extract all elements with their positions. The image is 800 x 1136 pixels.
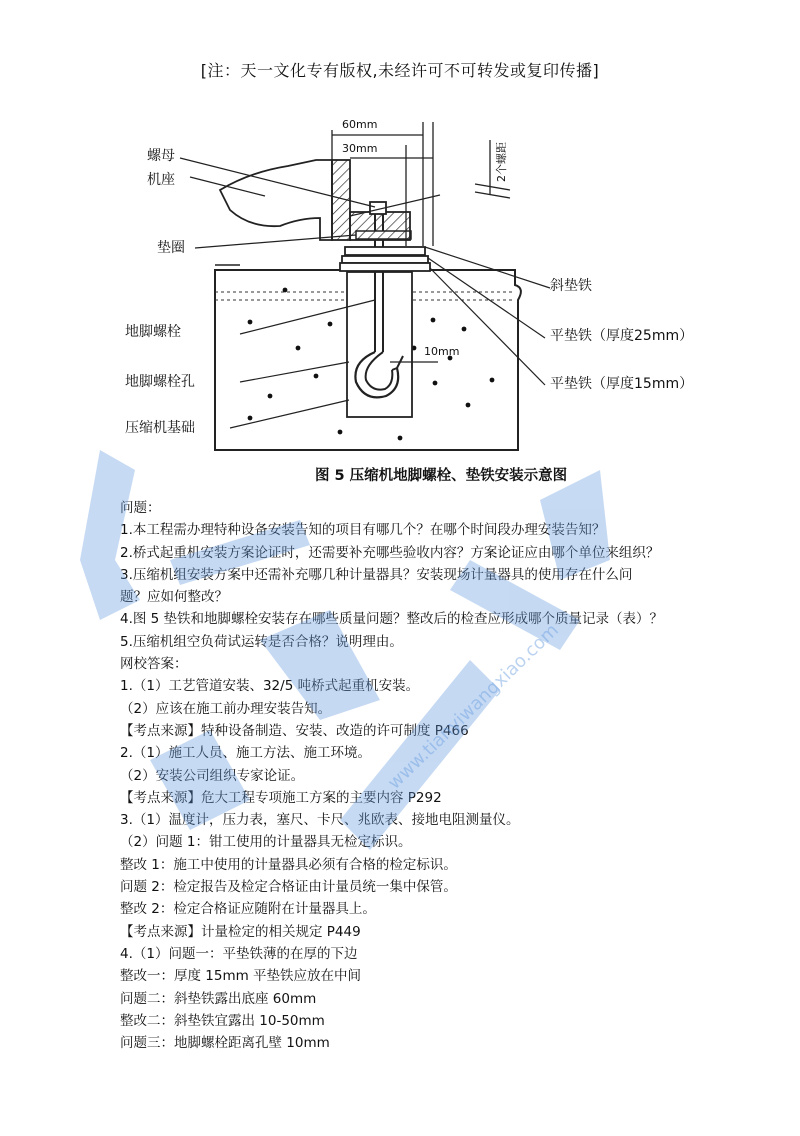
text-line: 问题三：地脚螺栓距离孔壁 10mm (120, 1035, 330, 1052)
text-line: 整改一：厚度 15mm 平垫铁应放在中间 (120, 968, 362, 985)
text-line: 整改二：斜垫铁宜露出 10-50mm (120, 1012, 325, 1029)
machine-base (220, 160, 410, 240)
text-line: 整改 2：检定合格证应随附在计量器具上。 (120, 901, 376, 918)
label-foundation: 压缩机基础 (125, 420, 195, 436)
dim-60mm: 60mm (342, 118, 378, 131)
text-line: （2）安装公司组织专家论证。 (120, 767, 305, 784)
text-line: 1.（1）工艺管道安装、32/5 吨桥式起重机安装。 (120, 678, 420, 695)
text-line: 1.本工程需办理特种设备安装告知的项目有哪几个？在哪个时间段办理安装告知？ (120, 522, 606, 539)
text-line: 【考点来源】特种设备制造、安装、改造的许可制度 P466 (120, 722, 469, 739)
label-base: 机座 (147, 172, 175, 188)
text-line: 问题 2：检定报告及检定合格证由计量员统一集中保管。 (120, 879, 457, 896)
text-line: 3.压缩机组安装方案中还需补充哪几种计量器具？安装现场计量器具的使用存在什么问 (120, 566, 633, 583)
text-line: 4.（1）问题一：平垫铁薄的在厚的下边 (120, 945, 358, 962)
installation-diagram (120, 100, 700, 490)
text-line: 问题二：斜垫铁露出底座 60mm (120, 990, 317, 1007)
label-flat-shim-25: 平垫铁（厚度25mm） (550, 328, 694, 344)
qa-text (120, 497, 710, 1054)
text-line: （2）问题 1：钳工使用的计量器具无检定标识。 (120, 834, 412, 851)
text-line: （2）应该在施工前办理安装告知。 (120, 700, 332, 717)
figure-caption: 图 5 压缩机地脚螺栓、垫铁安装示意图 (315, 468, 568, 484)
label-bolt-hole: 地脚螺栓孔 (125, 374, 195, 390)
bolt-hole (347, 272, 412, 417)
text-line: 【考点来源】危大工程专项施工方案的主要内容 P292 (120, 789, 442, 806)
label-flat-shim-15: 平垫铁（厚度15mm） (550, 376, 694, 392)
dim-30mm: 30mm (342, 142, 378, 155)
text-line: 问题： (120, 500, 161, 516)
label-washer: 垫圈 (157, 240, 185, 256)
text-line: 3.（1）温度计，压力表，塞尺、卡尺、兆欧表、接地电阻测量仪。 (120, 812, 520, 829)
dim-thread-pitch: 2个螺距 (495, 142, 508, 182)
text-line: 4.图 5 垫铁和地脚螺栓安装存在哪些质量问题？整改后的检查应形成哪个质量记录（表）？ (120, 611, 664, 628)
copyright-notice: [注：天一文化专有版权,未经许可不可转发或复印传播] (200, 61, 600, 80)
text-line: 2.（1）施工人员、施工方法、施工环境。 (120, 745, 371, 762)
text-line: 2.桥式起重机安装方案论证时，还需要补充哪些验收内容？方案论证应由哪个单位来组织？ (120, 544, 660, 561)
text-line: 【考点来源】计量检定的相关规定 P449 (120, 923, 361, 940)
text-line: 整改 1：施工中使用的计量器具必须有合格的检定标识。 (120, 856, 457, 873)
watermark-url: www.tianyiwangxiao.com (383, 619, 563, 794)
text-line: 题？应如何整改？ (120, 589, 228, 606)
label-anchor-bolt: 地脚螺栓 (125, 324, 181, 340)
dim-10mm: 10mm (424, 345, 460, 358)
label-nut: 螺母 (147, 148, 175, 164)
label-wedge-shim: 斜垫铁 (550, 278, 592, 294)
text-line: 5.压缩机组空负荷试运转是否合格？说明理由。 (120, 633, 403, 650)
text-line: 网校答案： (120, 656, 188, 673)
